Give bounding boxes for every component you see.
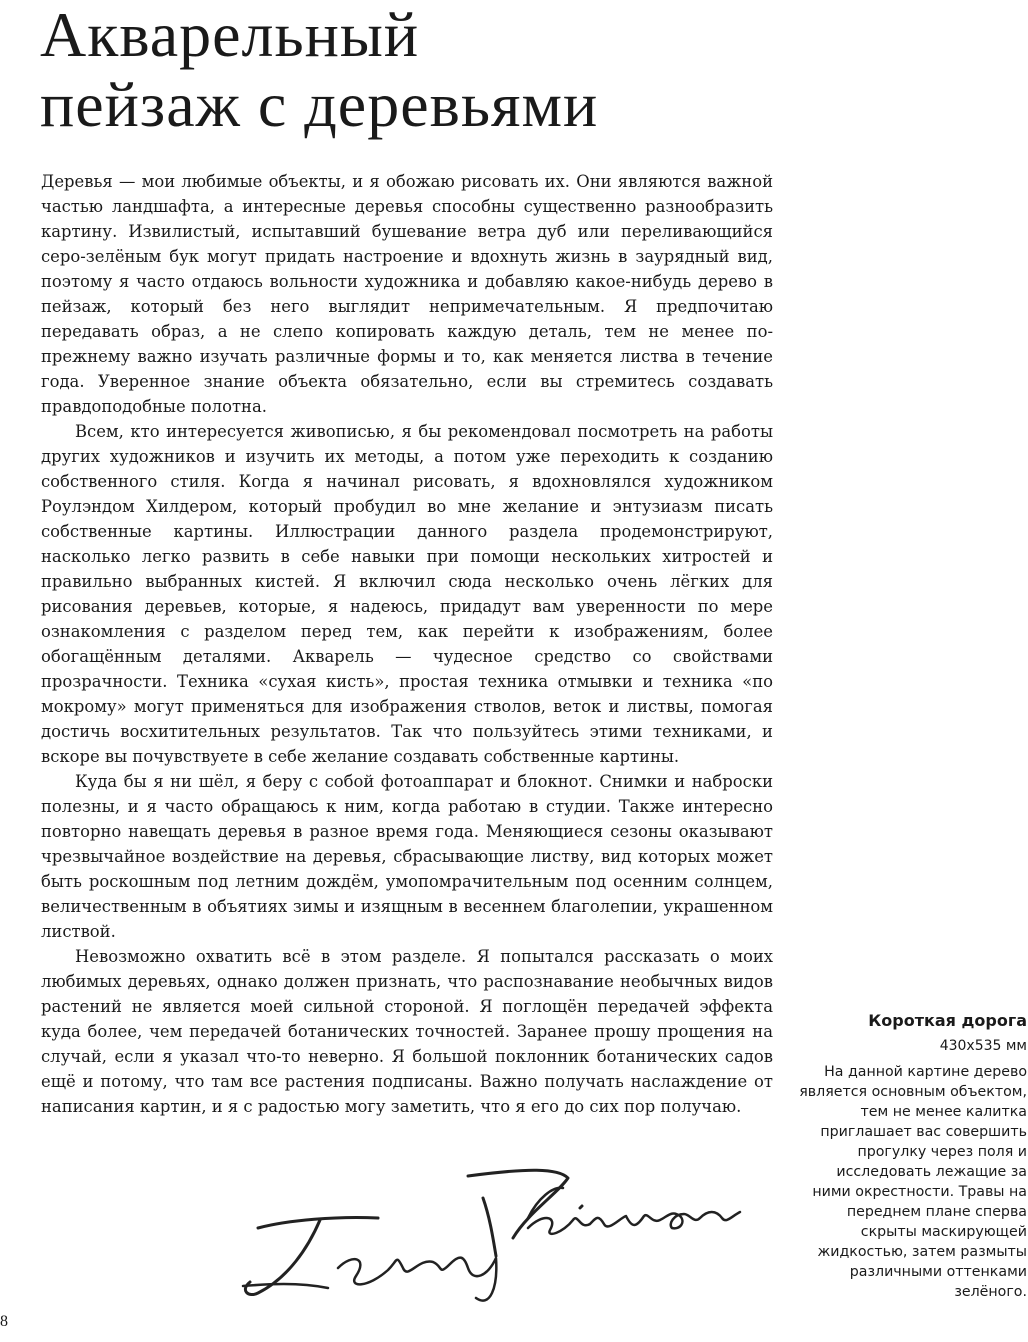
paragraph-3: Куда бы я ни шёл, я беру с собой фотоаппарат и блокнот. Снимки и наброски полезны, и я часто обращаюсь к ним, когда работаю в студии. Также интересно повторно навещать деревья в разное время года. Меняющиеся сезоны оказывают чрезвычайное воздействие на деревья, сбрасывающие листву, вид которых может быть роскошным под летним дождём, умопомрачительным под осенним солнцем, величественным в объятиях зимы и изящным в весеннем благолепии, украшенном листвой. — [41, 772, 773, 941]
paragraph-2: Всем, кто интересуется живописью, я бы рекомендовал посмотреть на работы других художников и изучить их методы, а потом уже переходить к созданию собственного стиля. Когда я начинал рисовать, я вдохновлялся художником Роулэндом Хилдером, который пробудил во мне желание и энтузиазм писать собственные картины. Иллюстрации данного раздела продемонстрируют, насколько легко развить в себе навыки при помощи нескольких хитростей и правильно выбранных кистей. Я включил сюда несколько очень лёгких для рисования деревьев, которые, я надеюсь, придадут вам уверенности по мере ознакомления с разделом перед тем, как перейти к изображениям, более обогащённым деталями. Акварель — чудесное средство со свойствами прозрачности. Техника «сухая кисть», простая техника отмывки и техника «по мокрому» могут применяться для изображения стволов, веток и листвы, помогая достичь восхитительных результатов. Так что пользуйтесь этими техниками, и вскоре вы почувствуете в себе желание создавать собственные картины. — [41, 422, 773, 766]
paragraph-1: Деревья — мои любимые объекты, и я обожаю рисовать их. Они являются важной частью ландшафта, а интересные деревья способны существенно разнообразить картину. Извилистый, испытавший бушевание ветра дуб или переливающийся серо-зелёным бук могут придать настроение и вдохнуть жизнь в заурядный вид, поэтому я часто отдаюсь вольности художника и добавляю какое-нибудь дерево в пейзаж, который без него выглядит непримечательным. Я предпочитаю передавать образ, а не слепо копировать каждую деталь, тем не менее по-прежнему важно изучать различные формы и то, как меняется листва в течение года. Уверенное знание объекта обязательно, если вы стремитесь создавать правдоподобные полотна. — [41, 172, 773, 416]
paragraph-4: Невозможно охватить всё в этом разделе. Я попытался рассказать о моих любимых деревьях, однако должен признать, что распознавание необычных видов растений не является моей сильной стороной. Я поглощён передачей эффекта куда более, чем передачей ботанических точностей. Заранее прошу прощения на случай, если я указал что-то неверно. Я большой поклонник ботанических садов ещё и потому, что там все растения подписаны. Важно получать наслаждение от написания картин, и я с радостью могу заметить, что я его до сих пор получаю. — [41, 947, 773, 1116]
page-title — [40, 0, 800, 140]
handwritten-signature — [228, 1158, 748, 1308]
page-number: 8 — [0, 1313, 8, 1330]
image-caption — [797, 1008, 1027, 1302]
title-line-1: Акварельный — [40, 0, 420, 70]
title-line-2: пейзаж с деревьями — [40, 69, 599, 140]
article-body — [41, 169, 773, 1119]
caption-size: 430x535 мм — [939, 1038, 1027, 1054]
caption-title: Короткая дорога — [868, 1011, 1027, 1030]
caption-text: На данной картине дерево является основным объектом, тем не менее калитка приглашает вас совершить прогулку через поля и исследовать лежащие за ними окрестности. Травы на переднем плане сперва скрыты маскирующей жидкостью, затем размыты различными оттенками зелёного. — [799, 1064, 1027, 1300]
